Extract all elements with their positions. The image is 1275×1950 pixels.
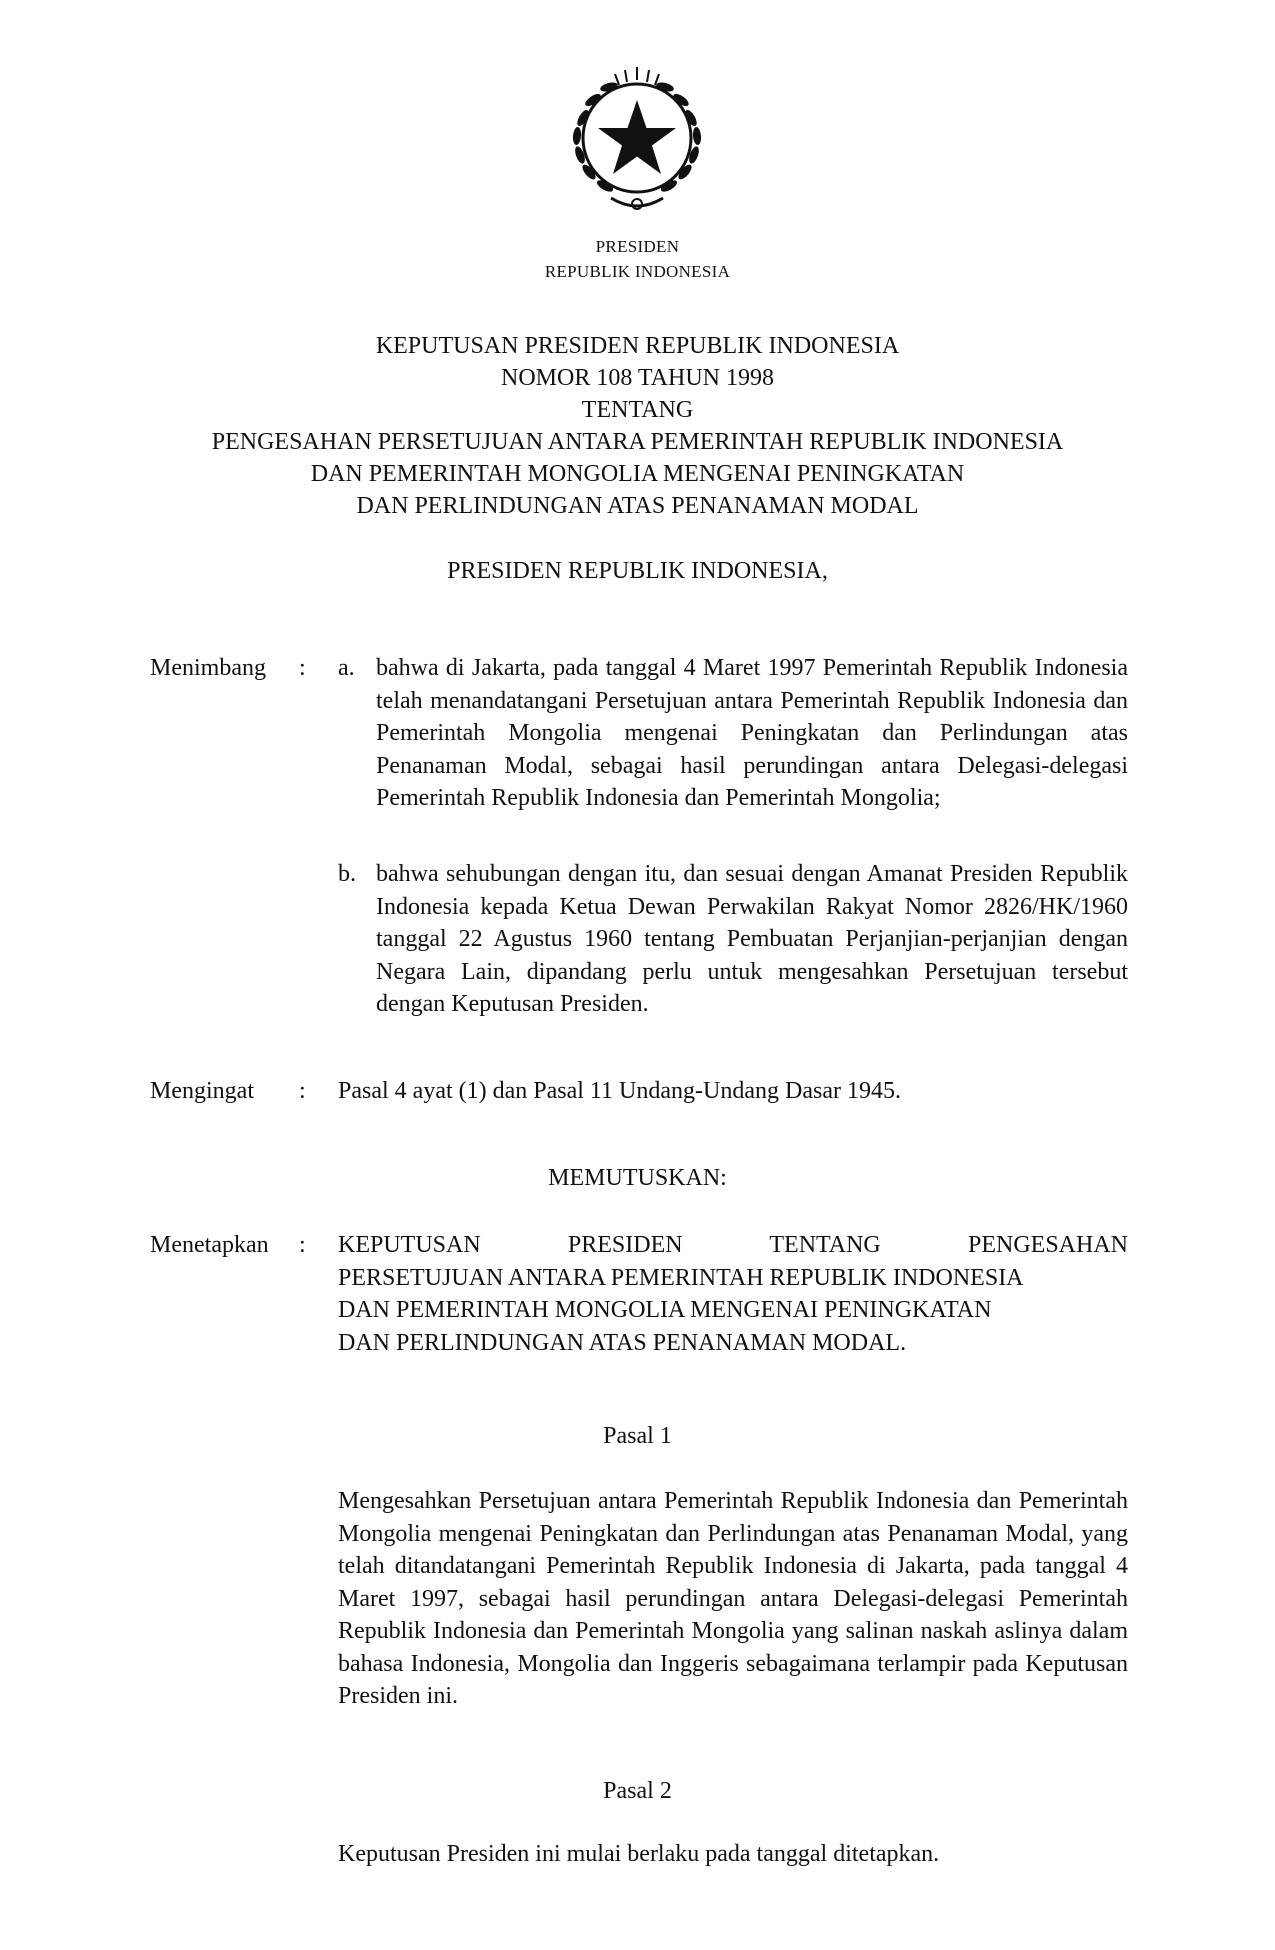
header-republik-indonesia: REPUBLIK INDONESIA	[544, 262, 731, 281]
menetapkan-line: KEPUTUSAN PRESIDEN TENTANG PENGESAHAN	[338, 1232, 1128, 1258]
mengingat-colon: :	[299, 1078, 306, 1104]
item-a-text: bahwa di Jakarta, pada tanggal 4 Maret 1997 Pemerintah Republik Indonesia telah menandatangani Persetujuan antara Pemerintah Republik Indonesia dan Pemerintah Mongolia mengenai Peningkatan dan Perlindungan atas Penanaman Modal, sebagai hasil perundingan antara Delegasi-delegasi Pemerintah Republik Indonesia dan Pemerintah Mongolia;	[376, 655, 1128, 811]
menetapkan-line: PERSETUJUAN ANTARA PEMERINTAH REPUBLIK INDONESIA	[338, 1264, 1024, 1291]
title-line: KEPUTUSAN PRESIDEN REPUBLIK INDONESIA	[375, 333, 900, 359]
title-line: NOMOR 108 TAHUN 1998	[501, 365, 774, 391]
pasal-2-heading: Pasal 2	[603, 1778, 672, 1804]
item-b-letter: b.	[338, 861, 356, 887]
menetapkan-label: Menetapkan	[150, 1232, 269, 1258]
title-line: DAN PEMERINTAH MONGOLIA MENGENAI PENINGKATAN	[310, 461, 965, 487]
item-b-text: bahwa sehubungan dengan itu, dan sesuai dengan Amanat Presiden Republik Indonesia kepada Ketua Dewan Perwakilan Rakyat Nomor 2826/HK/1960 tanggal 22 Agustus 1960 tentang Pembuatan Perjanjian-perjanjian dengan Negara Lain, dipandang perlu untuk mengesahkan Persetujuan tersebut dengan Keputusan Presiden.	[376, 861, 1128, 1017]
menetapkan-text	[338, 1229, 1128, 1359]
menetapkan-line: DAN PEMERINTAH MONGOLIA MENGENAI PENINGKATAN	[338, 1297, 992, 1323]
presidential-seal-emblem	[553, 58, 721, 226]
mengingat-text: Pasal 4 ayat (1) dan Pasal 11 Undang-Undang Dasar 1945.	[338, 1078, 901, 1104]
title-line: TENTANG	[581, 397, 694, 423]
star-wreath-icon	[553, 58, 721, 226]
menetapkan-line: DAN PERLINDUNGAN ATAS PENANAMAN MODAL.	[338, 1329, 907, 1356]
pasal-1-text: Mengesahkan Persetujuan antara Pemerintah Republik Indonesia dan Pemerintah Mongolia mengenai Peningkatan dan Perlindungan atas Penanaman Modal, yang telah ditandatangani Pemerintah Republik Indonesia di Jakarta, pada tanggal 4 Maret 1997, sebagai hasil perundingan antara Delegasi-delegasi Pemerintah Republik Indonesia dan Pemerintah Mongolia yang salinan naskah aslinya dalam bahasa Indonesia, Mongolia dan Inggeris sebagaimana terlampir pada Keputusan Presiden ini.	[338, 1488, 1128, 1709]
title-line: PENGESAHAN PERSETUJUAN ANTARA PEMERINTAH REPUBLIK INDONESIA	[211, 429, 1064, 455]
item-a-letter: a.	[338, 655, 355, 681]
memutuskan-heading: MEMUTUSKAN:	[548, 1165, 727, 1191]
menimbang-colon: :	[299, 655, 306, 681]
menimbang-label: Menimbang	[150, 655, 266, 681]
pasal-2-text: Keputusan Presiden ini mulai berlaku pada tanggal ditetapkan.	[338, 1841, 940, 1867]
pasal-1-heading: Pasal 1	[603, 1423, 672, 1449]
header-presiden: PRESIDEN	[595, 237, 680, 256]
document-title	[0, 330, 1275, 522]
menetapkan-colon: :	[299, 1232, 306, 1258]
presiden-heading: PRESIDEN REPUBLIK INDONESIA,	[447, 558, 828, 584]
mengingat-label: Mengingat	[150, 1078, 254, 1104]
title-line: DAN PERLINDUNGAN ATAS PENANAMAN MODAL	[356, 493, 919, 519]
